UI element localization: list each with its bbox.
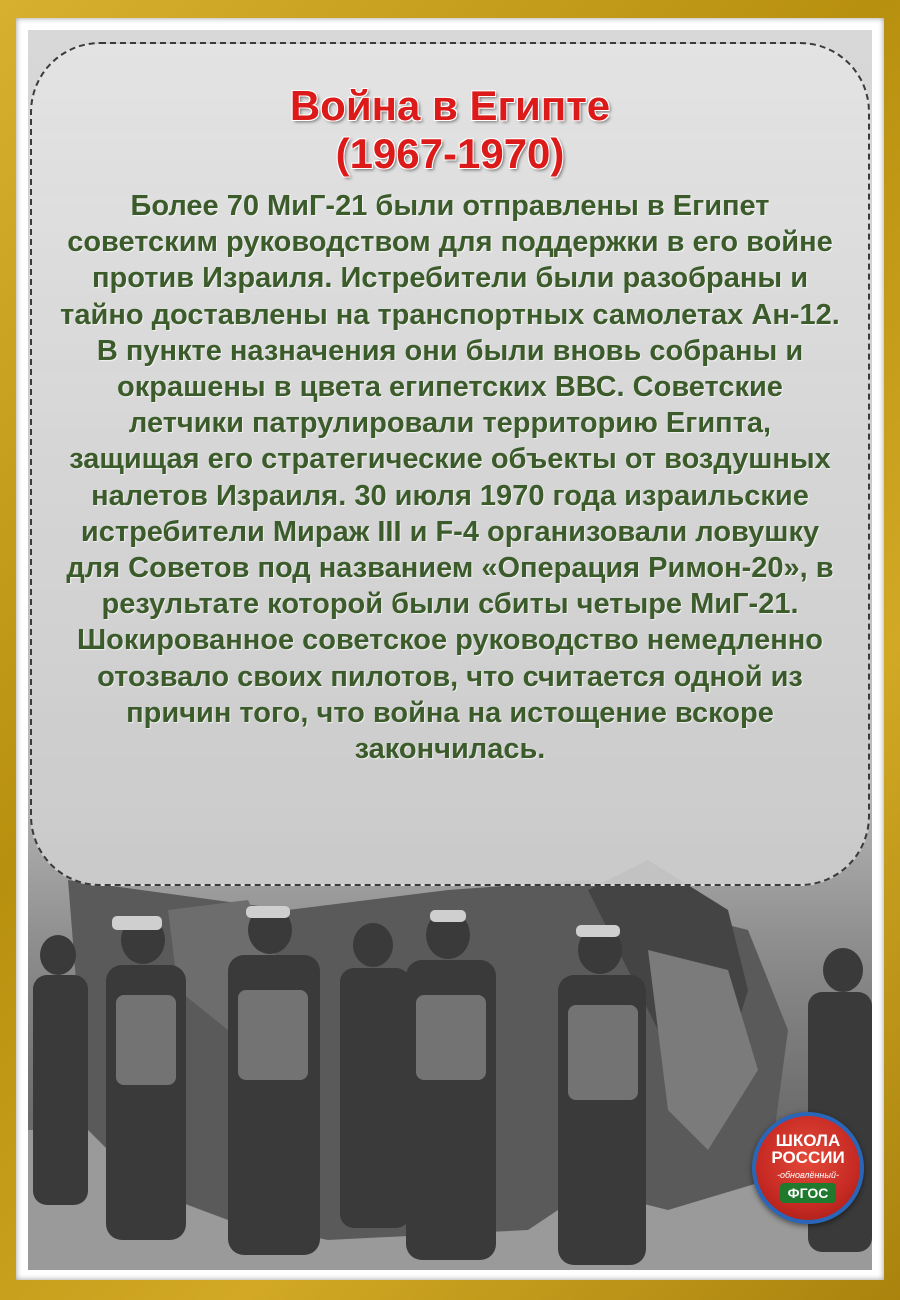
- logo-line-3: -обновлённый-: [776, 1170, 840, 1180]
- page-title: [30, 82, 870, 178]
- logo-line-1: ШКОЛА: [775, 1131, 841, 1150]
- title-line-2: (1967-1970): [335, 130, 565, 177]
- logo-line-4: ФГОС: [780, 1183, 836, 1203]
- body-paragraph: Более 70 МиГ-21 были отправлены в Египет советским руководством для поддержки в его войне против Израиля. Истребители были разобраны и тайно доставлены на транспортных самолетах Ан-12. В пункте назначения они были вновь собраны и окрашены в цвета египетских ВВС. Советские летчики патрулировали территорию Египта, защищая его стратегические объекты от воздушных налетов Израиля. 30 июля 1970 года израильские истребители Мираж III и F-4 организовали ловушку для Советов под названием «Операция Римон-20», в результате которой были сбиты четыре МиГ-21. Шокированное советское руководство немедленно отозвало своих пилотов, что считается одной из причин того, что война на истощение вскоре закончилась.: [60, 190, 840, 766]
- title-line-1: Война в Египте: [289, 82, 611, 129]
- logo-line-2: РОССИИ: [771, 1148, 845, 1167]
- shkola-rossii-logo: [752, 1112, 864, 1224]
